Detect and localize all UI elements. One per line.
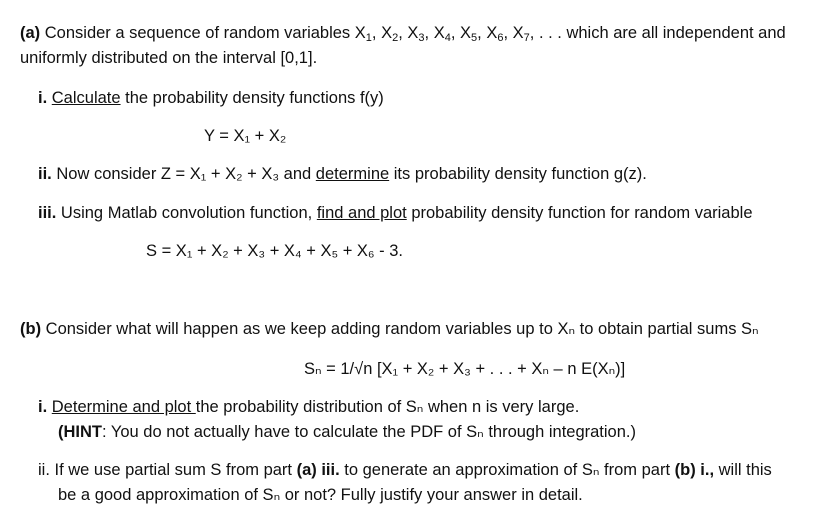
intro-sep: , X [477, 24, 498, 42]
part-b-hint [58, 421, 636, 443]
hint-text: : You do not actually have to calculate the PDF of Sₙ through integration.) [102, 423, 636, 441]
intro-sep: , X [424, 24, 445, 42]
subscript: 5 [471, 32, 478, 44]
item-number: ii. [38, 165, 52, 183]
part-reference: (a) iii. [296, 461, 340, 479]
subscript: 2 [392, 32, 399, 44]
part-reference: (b) i., [674, 461, 715, 479]
action-verb: determine [315, 165, 390, 183]
equation-y: Y = X₁ + X₂ [204, 127, 287, 145]
subscript: 7 [523, 32, 530, 44]
question-text: its probability density function g(z). [389, 165, 647, 183]
part-a-ii-question [38, 163, 647, 185]
subscript: 6 [497, 32, 504, 44]
part-b-ii-line1 [38, 459, 772, 481]
part-a-iii-question [38, 202, 753, 224]
intro-sep: , . . . which are all independent and [529, 24, 786, 42]
question-text: probability density function for random variable [406, 204, 753, 222]
action-verb: Calculate [51, 89, 121, 107]
question-text: the probability density functions f(y) [120, 89, 384, 107]
question-text: ii. If we use partial sum S from part [38, 461, 297, 479]
item-number: iii. [38, 204, 57, 222]
subscript: 3 [418, 32, 425, 44]
part-b-label: (b) [20, 320, 42, 338]
item-number: i. [38, 398, 48, 416]
part-a-i-question [38, 87, 384, 109]
part-a-intro-text: Consider a sequence of random variables X [40, 24, 366, 42]
subscript: 1 [365, 32, 372, 44]
question-text: the probability distribution of Sₙ when n is very large. [195, 398, 580, 416]
hint-label: (HINT [58, 423, 102, 441]
part-a-label: (a) [20, 24, 41, 42]
action-verb: find and plot [316, 204, 407, 222]
part-b-ii-line2: be a good approximation of Sₙ or not? Fully justify your answer in detail. [58, 486, 583, 504]
intro-sep: , X [503, 24, 524, 42]
question-text: Using Matlab convolution function, [56, 204, 317, 222]
question-text: to generate an approximation of Sₙ from part [339, 461, 675, 479]
action-verb: Determine and plot [51, 398, 196, 416]
intro-sep: , X [371, 24, 393, 42]
equation-s: S = X₁ + X₂ + X₃ + X₄ + X₅ + X₆ - 3. [146, 242, 404, 260]
item-number: i. [38, 89, 48, 107]
equation-sn: Sₙ = 1/√n [X₁ + X₂ + X₃ + . . . + Xₙ – n E(Xₙ)] [304, 360, 626, 378]
part-b-intro [20, 318, 759, 340]
part-a-intro-line1 [20, 22, 786, 44]
intro-sep: , X [398, 24, 419, 42]
question-text: will this [714, 461, 772, 479]
part-a-intro-line2: uniformly distributed on the interval [0,1]. [20, 49, 318, 67]
part-b-intro-text: Consider what will happen as we keep adding random variables up to Xₙ to obtain partial sums Sₙ [41, 320, 759, 338]
subscript: 4 [444, 32, 451, 44]
question-text: Now consider Z = X₁ + X₂ + X₃ and [51, 165, 316, 183]
intro-sep: , X [450, 24, 472, 42]
part-b-i-question [38, 396, 579, 418]
